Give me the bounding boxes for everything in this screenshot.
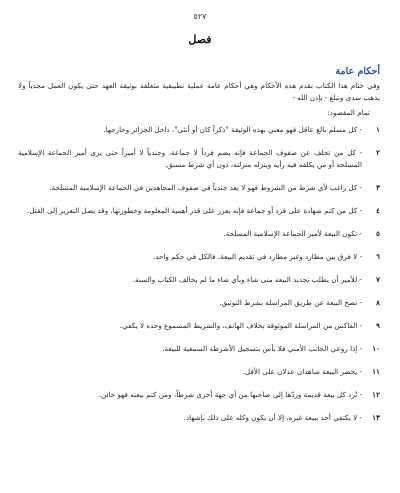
item-text: - تكون البيعة لأمير الجماعة الإسلامية المسلحة.: [223, 229, 362, 238]
list-item: [18, 228, 380, 240]
list-item: [18, 366, 380, 378]
item-text: - لا يكتفي أحد ببيعة غيره، إلا أن يكون وكله على ذلك بإشهاد.: [183, 413, 362, 422]
item-number: ٧: [376, 275, 380, 284]
item-text: - تصح البيعة عن طريق المراسلة بشرط التوثيق.: [219, 298, 362, 307]
item-number: ٨: [376, 298, 380, 307]
list-item: [18, 412, 380, 424]
list-item: [18, 274, 380, 286]
item-text: - كل مسلم بالغ عاقل فهو معني بهذه الوثيقة "ذكراً كان أو أنثى"، داخل الجزائر وخارجها.: [103, 125, 362, 134]
list-item: [18, 182, 380, 194]
rules-list: [18, 124, 380, 435]
item-text: - للأمير أن يطلب تجديد البيعة متى شاء وبأي شاء ما لم يخالف الكتاب والسنة.: [132, 275, 362, 284]
page-number: ٥٢٧: [193, 12, 207, 21]
item-number: ٤: [376, 206, 380, 215]
item-number: ١٢: [372, 390, 380, 399]
item-number: ١: [376, 125, 380, 134]
item-number: ٢: [376, 148, 380, 157]
section-title: أحكام عامة: [335, 66, 380, 77]
list-item: [18, 389, 380, 401]
item-number: ٩: [376, 321, 380, 330]
list-item: [18, 320, 380, 332]
item-number: ١٠: [372, 344, 380, 353]
item-text: - كل راغب لأي شرط من الشروط فهو لا يعد جندياً في صفوف المجاهدين في الجماعة الإسلامية المسلحة.: [49, 183, 362, 192]
item-text: - يحضر البيعة شاهدان عدلان على الأقل.: [242, 367, 362, 376]
list-item: [18, 205, 380, 217]
item-text: - إذا روعي الجانب الأمني فلا بأس بتسجيل الأشرطة السمعية للبيعة.: [162, 344, 362, 353]
item-text: - كل من تخلف عن صفوف الجماعة فإنه يضم فرداً لا جماعة، وجندياً لا أميراً حتى يرى أمير الجماعة الإسلامية المسلحة أو من يكلفه فيه رأيه وينزله منزلته، دون أي شرط مسبق.: [18, 148, 362, 169]
item-text: - الفاكس من المراسلة الموثوقة بخلاف الهاتف، والشريط المسموع وحده لا يكفي.: [119, 321, 362, 330]
item-number: ٦: [376, 252, 380, 261]
list-item: [18, 297, 380, 309]
item-number: ١٣: [372, 413, 380, 422]
item-number: ٣: [376, 183, 380, 192]
item-number: ٥: [376, 229, 380, 238]
chapter-title: فصل: [188, 33, 212, 46]
list-item: [18, 124, 380, 136]
item-text: - كل من كتم شهادة على فرد أو جماعة فإنه يعزر على قدر أهمية المعلومة وخطورتها، وقد يصل التعزير إلى القتل.: [27, 206, 362, 215]
intro-paragraph: وفي ختام هذا الكتاب نقدم هذه الأحكام وهي أحكام عامة عملية تطبيقية متعلقة بوثيقة العهد حتى يكون العمل مجدياً ولا يذهب سدى ونبلغ - بإذن الله -: [18, 81, 380, 102]
list-item: [18, 343, 380, 355]
item-number: ١١: [372, 367, 380, 376]
list-item: [18, 147, 380, 171]
list-item: [18, 251, 380, 263]
item-text: - لا فرق بين مطارد وغير مطارد في تقديم البيعة، فالكل في حكم واحد.: [152, 252, 362, 261]
intro-continuation: تمام المقصود:: [327, 108, 370, 117]
item-text: - تُرد كل بيعة قديمة وردّها إلى صاحبها من أي جهة أخرى شرطاً، ومن كتم بيعته فهو خائن.: [98, 390, 362, 399]
